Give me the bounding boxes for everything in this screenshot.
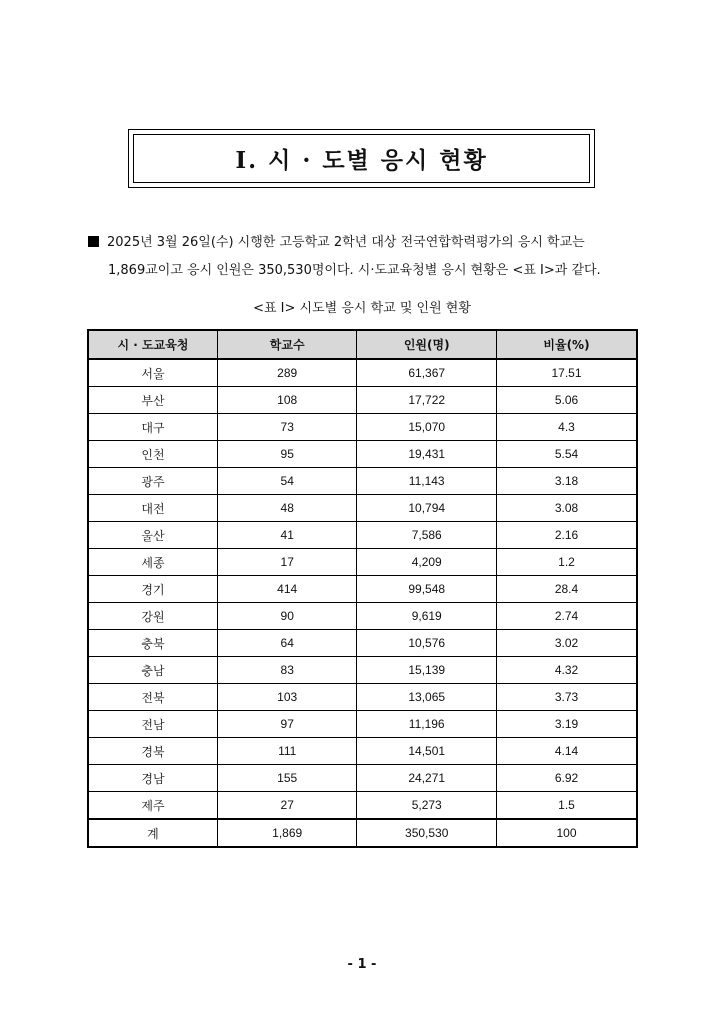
table-row <box>88 684 637 711</box>
cell-region: 대구 <box>88 414 217 441</box>
table-row <box>88 603 637 630</box>
cell-ratio: 1.5 <box>496 792 637 820</box>
cell-ratio: 3.19 <box>496 711 637 738</box>
intro-text-1: 2025년 3월 26일(수) 시행한 고등학교 2학년 대상 전국연합학력평가의 응시 학교는 <box>107 235 585 250</box>
cell-schools: 95 <box>217 441 356 468</box>
total-region: 계 <box>88 819 217 847</box>
cell-region: 대전 <box>88 495 217 522</box>
cell-schools: 73 <box>217 414 356 441</box>
table-row <box>88 359 637 387</box>
table-header-row <box>88 330 637 359</box>
cell-ratio: 4.14 <box>496 738 637 765</box>
table-row <box>88 441 637 468</box>
page-number: - 1 - <box>347 957 377 972</box>
cell-region: 부산 <box>88 387 217 414</box>
cell-schools: 54 <box>217 468 356 495</box>
table-row <box>88 711 637 738</box>
cell-ratio: 2.16 <box>496 522 637 549</box>
cell-schools: 90 <box>217 603 356 630</box>
cell-region: 전북 <box>88 684 217 711</box>
cell-region: 경남 <box>88 765 217 792</box>
table-row <box>88 765 637 792</box>
cell-schools: 108 <box>217 387 356 414</box>
cell-people: 15,139 <box>357 657 497 684</box>
cell-schools: 41 <box>217 522 356 549</box>
table-row <box>88 387 637 414</box>
cell-region: 울산 <box>88 522 217 549</box>
total-row <box>88 819 637 847</box>
cell-people: 13,065 <box>357 684 497 711</box>
cell-ratio: 5.54 <box>496 441 637 468</box>
intro-line-1 <box>88 229 648 257</box>
total-people: 350,530 <box>357 819 497 847</box>
table-row <box>88 630 637 657</box>
cell-people: 99,548 <box>357 576 497 603</box>
cell-region: 광주 <box>88 468 217 495</box>
cell-region: 인천 <box>88 441 217 468</box>
cell-schools: 289 <box>217 359 356 387</box>
cell-ratio: 3.73 <box>496 684 637 711</box>
cell-schools: 103 <box>217 684 356 711</box>
header-ratio: 비율(%) <box>496 330 637 359</box>
cell-people: 10,794 <box>357 495 497 522</box>
intro-line-2 <box>108 257 668 285</box>
cell-ratio: 3.02 <box>496 630 637 657</box>
page-title: I. 시 · 도별 응시 현황 <box>235 147 488 174</box>
cell-people: 11,143 <box>357 468 497 495</box>
cell-people: 7,586 <box>357 522 497 549</box>
cell-people: 4,209 <box>357 549 497 576</box>
cell-ratio: 6.92 <box>496 765 637 792</box>
cell-schools: 111 <box>217 738 356 765</box>
cell-schools: 17 <box>217 549 356 576</box>
table-caption: <표 Ⅰ> 시도별 응시 학교 및 인원 현황 <box>253 301 471 316</box>
cell-people: 5,273 <box>357 792 497 820</box>
cell-people: 9,619 <box>357 603 497 630</box>
square-bullet-icon <box>88 236 99 247</box>
cell-schools: 414 <box>217 576 356 603</box>
cell-ratio: 28.4 <box>496 576 637 603</box>
cell-people: 11,196 <box>357 711 497 738</box>
cell-region: 경북 <box>88 738 217 765</box>
table-row <box>88 657 637 684</box>
table-row <box>88 738 637 765</box>
cell-region: 서울 <box>88 359 217 387</box>
table-row <box>88 468 637 495</box>
table-row <box>88 522 637 549</box>
title-box-inner <box>133 134 590 183</box>
cell-schools: 155 <box>217 765 356 792</box>
cell-region: 충남 <box>88 657 217 684</box>
cell-ratio: 3.08 <box>496 495 637 522</box>
region-stats-table <box>87 329 638 848</box>
total-schools: 1,869 <box>217 819 356 847</box>
title-box <box>128 129 595 188</box>
cell-ratio: 4.3 <box>496 414 637 441</box>
cell-people: 14,501 <box>357 738 497 765</box>
cell-schools: 97 <box>217 711 356 738</box>
cell-people: 19,431 <box>357 441 497 468</box>
cell-ratio: 3.18 <box>496 468 637 495</box>
table-row <box>88 495 637 522</box>
header-region: 시 · 도교육청 <box>88 330 217 359</box>
total-ratio: 100 <box>496 819 637 847</box>
table-row <box>88 549 637 576</box>
intro-text-2: 1,869교이고 응시 인원은 350,530명이다. 시·도교육청별 응시 현황은 <표 Ⅰ>과 같다. <box>108 263 601 278</box>
cell-people: 10,576 <box>357 630 497 657</box>
cell-ratio: 5.06 <box>496 387 637 414</box>
cell-region: 강원 <box>88 603 217 630</box>
cell-region: 전남 <box>88 711 217 738</box>
header-people: 인원(명) <box>357 330 497 359</box>
cell-schools: 48 <box>217 495 356 522</box>
cell-people: 61,367 <box>357 359 497 387</box>
cell-schools: 64 <box>217 630 356 657</box>
cell-region: 경기 <box>88 576 217 603</box>
cell-region: 제주 <box>88 792 217 820</box>
cell-people: 17,722 <box>357 387 497 414</box>
cell-ratio: 2.74 <box>496 603 637 630</box>
cell-people: 15,070 <box>357 414 497 441</box>
cell-ratio: 17.51 <box>496 359 637 387</box>
header-schools: 학교수 <box>217 330 356 359</box>
cell-region: 세종 <box>88 549 217 576</box>
cell-ratio: 4.32 <box>496 657 637 684</box>
cell-region: 충북 <box>88 630 217 657</box>
cell-schools: 27 <box>217 792 356 820</box>
cell-people: 24,271 <box>357 765 497 792</box>
cell-schools: 83 <box>217 657 356 684</box>
table-row <box>88 414 637 441</box>
table-row <box>88 792 637 820</box>
cell-ratio: 1.2 <box>496 549 637 576</box>
table-row <box>88 576 637 603</box>
